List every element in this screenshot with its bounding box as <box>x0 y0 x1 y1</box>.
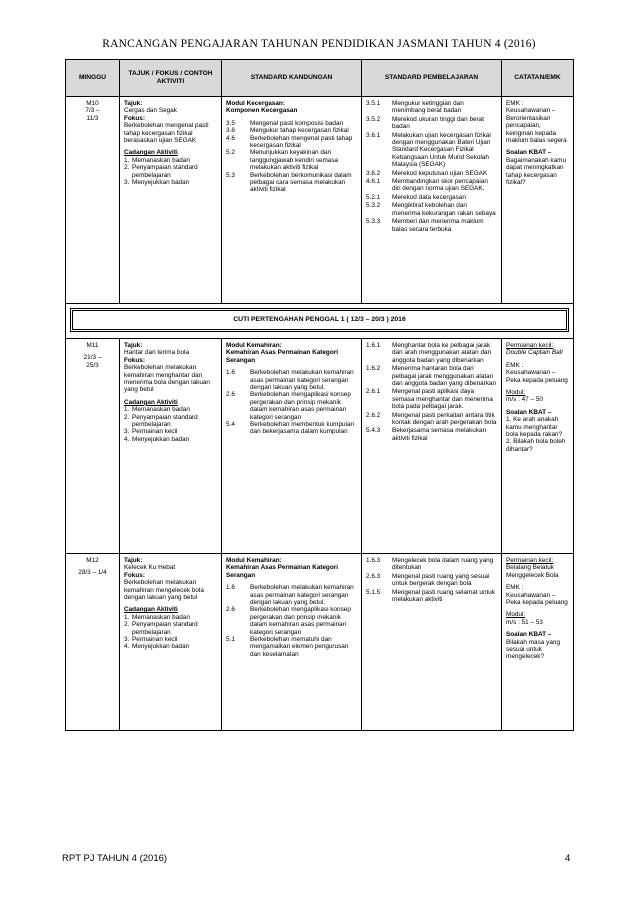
tajuk-cell <box>120 97 222 304</box>
list-item: 4.6 Berkebolehan mengenal pasti tahap kecergasan fizikal <box>226 134 353 150</box>
cuti-banner: CUTI PERTENGAHAN PENGGAL 1 ( 12/3 – 20/3 ) 2016 <box>70 308 569 332</box>
permainan-label: Permainan kecil: <box>506 557 554 564</box>
standard-kandungan-cell <box>222 339 362 554</box>
standard-pembelajaran-cell <box>362 554 502 731</box>
emk-label: EMK : <box>506 361 524 369</box>
aktiviti-label: Cadangan Aktiviti <box>124 398 178 406</box>
list-item: 3. Permainan kecil <box>124 636 178 644</box>
emk-label: EMK : <box>506 100 524 107</box>
list-item: 1. Memanaskan badan <box>124 613 190 621</box>
kbat-label: Soalan KBAT – <box>506 631 552 639</box>
catatan-cell <box>502 339 574 554</box>
list-item: 5.2 Menunjukkan keyakinan dan tanggungjawab kendiri semasa melakukan aktiviti fizikal <box>226 149 339 172</box>
list-item: 4. Menyejukkan badan <box>124 643 190 651</box>
week-label: M11 <box>86 342 99 349</box>
tajuk-cell <box>120 339 222 554</box>
list-item: 5.1 Berkebolehan mematuhi dan mengamalkan elemen pengurusan dan keselamatan <box>226 636 349 658</box>
tajuk-text: Kelecek Ku Hebat <box>124 564 176 572</box>
list-item: 3.5.2 Merekod ukuran tinggi dan berat badan <box>366 115 485 131</box>
tajuk-label: Tajuk: <box>124 342 143 349</box>
minggu-cell <box>66 554 120 731</box>
emk-text: Keusahawanan – Berorientasikan pencapaian, keinginan kepada maklum balas segera <box>506 107 567 145</box>
tajuk-text: Hantar dan terima bola <box>124 349 190 357</box>
list-item: 5.3.3 Memberi dan menerima maklum balas secara terbuka <box>366 218 484 233</box>
list-item: 5.1.5 Mengenal pasti ruang selamat untuk melakukan aktiviti <box>366 588 496 604</box>
list-item: 3. Permainan kecil <box>124 428 178 436</box>
komponen-label: Kemahiran Asas Permainan Kategori Serangan <box>226 564 338 579</box>
permainan-text: Belalang Belatuk Menggelecek Bola <box>506 564 559 579</box>
modul-label: Modul Kecergasan: <box>226 100 285 107</box>
week-date-start: 7/3 – <box>85 107 100 115</box>
list-item: 1.6.1 Menghantar bola ke pelbagai jarak dan arah menggunakan alatan dan anggota badan yang dibenarkan <box>366 342 492 364</box>
list-item: 5.2.1 Merekod data kecergasan <box>366 193 466 201</box>
rpt-table <box>65 59 574 731</box>
list-item: 1. Memanaskan badan <box>124 156 190 164</box>
list-item: 2.6 Berkebolehan mengaplikasi konsep pergerakan dan prinsip mekanik dalam kemahiran asas permainan kategori serangan <box>226 606 351 636</box>
emk-text: Keusahawanan – Peka kepada peluang <box>506 369 568 384</box>
list-item: 5.4.3 Bekerjasama semasa melakukan aktiviti fizikal <box>366 427 487 442</box>
modul-label: Modul Kemahiran: <box>226 342 282 349</box>
fokus-label: Fokus: <box>124 356 145 364</box>
tajuk-cell <box>120 554 222 731</box>
list-item: 3.5 Mengenal pasti komposisi badan <box>226 119 344 127</box>
list-item: 2.6 Berkebolehan mengaplikasi konsep pergerakan dan prinsip mekanik dalam kemahiran asas permainan kategori serangan <box>226 391 351 421</box>
modul-ref-text: m/s : 47 – 50 <box>506 396 543 404</box>
fokus-text: Berkebolehan mengenal pasti tahap kecergasan fizikal berasaskan ujian SEGAK <box>124 122 209 145</box>
kbat-text: 1. Ke arah anakah kamu menghantar bola kepada rakan? 2. Bilakah bola boleh dihantar? <box>506 416 566 453</box>
tajuk-label: Tajuk: <box>124 100 143 107</box>
fokus-label: Fokus: <box>124 114 145 122</box>
table-header-row <box>66 60 574 97</box>
modul-ref-label: Modul: <box>506 389 526 397</box>
minggu-cell <box>66 339 120 554</box>
column-header-minggu: MINGGU <box>66 60 120 97</box>
list-item: 3.6.1 Melakukan ujian kecergasan fizikal dengan menggunakan Bateri Ujian Standard Kecergasan Fizikal Kebangsaan Untuk Murid Sekolah Malaysia (SEGAK) <box>366 131 491 169</box>
kbat-text: Bilakah masa yang sesuai untuk mengelecek? <box>506 638 560 661</box>
list-item: 2. Penyampaian standard pembelajaran <box>124 164 198 179</box>
emk-label: EMK : <box>506 584 524 592</box>
aktiviti-label: Cadangan Aktiviti <box>124 149 178 157</box>
week-date-start: 21/3 – <box>83 354 102 362</box>
tajuk-text: Cergas dan Segak <box>124 107 177 115</box>
page-title: RANCANGAN PENGAJARAN TAHUNAN PENDIDIKAN JASMANI TAHUN 4 (2016) <box>102 38 536 50</box>
kbat-text: Bagaimanakah kamu dapat meningkatkan tahap kecergasan fizikal? <box>506 156 567 187</box>
list-item: 2.6.1 Mengenal pasti aplikasi daya semasa menghantar dan menerima bola pada pelbagai jarak. <box>366 388 493 411</box>
list-item: 5.3 Berkebolehan berkomunikasi dalam pelbagai cara semasa melakukan aktiviti fizikal <box>226 171 352 194</box>
modul-ref-text: m/s : 51 – 53 <box>506 618 543 626</box>
fokus-label: Fokus: <box>124 571 145 579</box>
permainan-text: Double Captain Ball <box>506 349 563 357</box>
table-row <box>66 339 574 554</box>
list-item: 5.3.2 Mengiktiraf kebolehan dan menerima kekurangan rakan sebaya <box>366 202 496 217</box>
week-label: M12 <box>86 557 99 564</box>
list-item: 4.6.1 Membandingkan skor pencapaian diri dengan norma ujian SEGAK. <box>366 178 488 193</box>
list-item: 2.6.3 Mengenal pasti ruang yang sesuai untuk bergerak dengan bola <box>366 572 490 588</box>
column-header-standard-kandungan: STANDARD KANDUNGAN <box>222 60 362 97</box>
column-header-tajuk: TAJUK / FOKUS / CONTOH AKTIVITI <box>120 60 222 97</box>
column-header-catatan-emk: CATATAN/EMK <box>502 60 574 97</box>
aktiviti-label: Cadangan Aktiviti <box>124 606 178 614</box>
standard-kandungan-cell <box>222 554 362 731</box>
list-item: 3. Menyejukkan badan <box>124 179 190 187</box>
list-item: 3.6 Mengukur tahap kecergasan fizikal <box>226 127 349 135</box>
standard-pembelajaran-cell <box>362 97 502 304</box>
minggu-cell <box>66 97 120 304</box>
list-item: 1. Memanaskan badan <box>124 406 190 414</box>
week-date-range: 28/3 – 1/4 <box>78 569 107 577</box>
fokus-text: Berkebolehan melakukan kemahiran mengelecek bola dengan lakuan yang betul <box>124 579 204 602</box>
column-header-standard-pembelajaran: STANDARD PEMBELAJARAN <box>362 60 502 97</box>
week-date-end: 25/3 <box>86 361 99 369</box>
page-number: 4 <box>565 853 571 864</box>
table-row <box>66 97 574 304</box>
list-item: 1.6 Berkebolehan melakukan kemahiran asas permainan kategori serangan dengan lakuan yang betul. <box>226 369 354 392</box>
permainan-label: Permainan kecil: <box>506 342 554 349</box>
modul-label: Modul Kemahiran: <box>226 557 282 564</box>
list-item: 2.6.2 Mengenal pasti perkaitan antara titik kontak dengan arah pergerakan bola <box>366 411 497 427</box>
list-item: 5.4 Berkebolehan membentuk kumpulan dan bekerjasama dalam kumpulan <box>226 421 355 436</box>
komponen-label: Kemahiran Asas Permainan Kategori Serangan <box>226 349 338 364</box>
emk-text: Keusahawanan – Peka kepada peluang <box>506 591 568 607</box>
list-item: 1.6.2 Menerima hantaran bola dari pelbagai jarak menggunakan alatan dan anggota badan yang dibenarkan <box>366 365 497 388</box>
list-item: 2. Penyampaian standard pembelajaran <box>124 621 198 636</box>
week-date-end: 11/3 <box>86 114 99 122</box>
break-row <box>66 304 574 339</box>
list-item: 2. Penyampaian standard pembelajaran <box>124 413 198 429</box>
modul-ref-label: Modul: <box>506 611 526 619</box>
list-item: 1.6.3 Mengelecek bola dalam ruang yang ditentukan <box>366 557 494 572</box>
tajuk-label: Tajuk: <box>124 557 143 564</box>
kbat-label: Soalan KBAT – <box>506 408 552 416</box>
week-label: M10 <box>86 100 99 107</box>
komponen-label: Komponen Kecergasan <box>226 107 298 115</box>
list-item: 4. Menyejukkan badan <box>124 435 190 443</box>
fokus-text: Berkebolehan melakukan kemahiran menghantar dan menerima bola dengan lakuan yang betul <box>124 364 210 394</box>
footer-doc-title: RPT PJ TAHUN 4 (2016) <box>62 853 168 864</box>
table-row <box>66 554 574 731</box>
standard-pembelajaran-cell <box>362 339 502 554</box>
catatan-cell <box>502 97 574 304</box>
list-item: 3.6.2 Merekod keputusan ujian SEGAK <box>366 169 488 177</box>
catatan-cell <box>502 554 574 731</box>
list-item: 3.5.1 Mengukur ketinggian dan menimbang berat badan <box>366 100 464 115</box>
standard-kandungan-cell <box>222 97 362 304</box>
list-item: 1.6 Berkebolehan melakukan kemahiran asas permainan kategori serangan dengan lakuan yang betul. <box>226 584 354 607</box>
kbat-label: Soalan KBAT – <box>506 149 552 157</box>
